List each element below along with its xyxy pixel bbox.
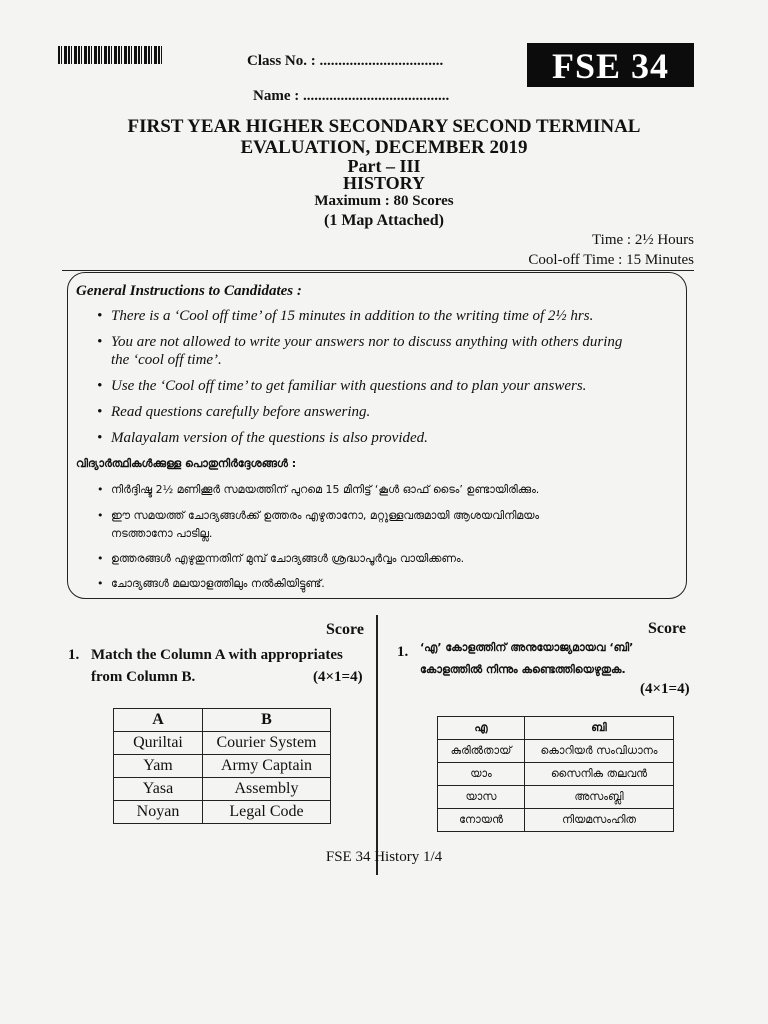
ml-instruction-item: നിർദ്ദിഷ്ട 2½ മണിക്കൂർ സമയത്തിന് പുറമെ 15 മിനിട്ട് ‘കൂൾ ഓഫ് ടൈം’ ഉണ്ടായിരിക്കും. [111,483,540,496]
table-row [114,755,331,778]
bullet-mark: • [97,430,103,446]
question-number-ml: 1. [397,644,409,660]
bullet-mark: • [97,483,104,496]
table-header-row [114,709,331,732]
time-label: Time : 2½ Hours [592,232,694,248]
table-row [438,740,674,763]
question-text-ml-line1: ‘എ’ കോളത്തിന് അനുയോജ്യമായവ ‘ബി’ [420,641,634,654]
bullet-mark: • [97,378,103,394]
map-note: (1 Map Attached) [324,212,444,229]
question-text-en-line1: Match the Column A with appropriates [91,647,343,663]
bullet-mark: • [97,509,104,522]
table-cell: കൊറിയർ സംവിധാനം [525,740,674,763]
ml-instructions-heading: വിദ്യാർത്ഥികൾക്കുള്ള പൊതുനിർദ്ദേശങ്ങൾ : [76,457,297,470]
header-rule [62,270,694,271]
ml-instruction-item: നടത്താനോ പാടില്ല. [111,527,213,540]
table-row [114,778,331,801]
table-cell: Noyan [114,801,203,824]
table-cell: കുരിൽതായ് [438,740,525,763]
bullet-mark: • [97,404,103,420]
table-cell: Yasa [114,778,203,801]
table-header-row [438,717,674,740]
class-no-field: Class No. : ................................. [247,53,444,69]
name-field: Name : ....................................... [253,88,450,104]
instruction-item: Malayalam version of the questions is also provided. [111,430,428,446]
table-cell: Courier System [203,732,331,755]
table-row [438,763,674,786]
ml-instruction-item: ചോദ്യങ്ങൾ മലയാളത്തിലും നൽകിയിട്ടുണ്ട്. [111,577,325,590]
match-table-en [113,708,331,824]
bullet-mark: • [97,577,104,590]
instruction-item: You are not allowed to write your answers nor to discuss anything with others during [111,334,623,350]
bullet-mark: • [97,552,104,565]
question-marks-en: (4×1=4) [313,669,363,685]
part-label: Part – III [347,156,421,176]
table-cell: നിയമസംഹിത [525,809,674,832]
table-cell: നോയൻ [438,809,525,832]
column-divider [376,615,378,875]
instructions-heading: General Instructions to Candidates : [76,283,302,299]
instruction-item: Read questions carefully before answering. [111,404,371,420]
match-table-ml [437,716,674,832]
ml-instruction-item: ഈ സമയത്ത് ചോദ്യങ്ങൾക്ക് ഉത്തരം എഴുതാനോ, മറ്റുള്ളവരുമായി ആശയവിനിമയം [111,509,540,522]
table-cell: Army Captain [203,755,331,778]
exam-title-line1: FIRST YEAR HIGHER SECONDARY SECOND TERMINAL [127,116,641,137]
score-heading-ml: Score [648,620,686,637]
table-cell: അസംബ്ലി [525,786,674,809]
instruction-item: There is a ‘Cool off time’ of 15 minutes in addition to the writing time of 2½ hrs. [111,308,594,324]
table-cell: Yam [114,755,203,778]
table-row [438,809,674,832]
question-marks-ml: (4×1=4) [640,681,690,697]
question-text-ml-line2: കോളത്തിൽ നിന്നും കണ്ടെത്തിയെഴുതുക. [420,663,626,676]
cool-off-label: Cool-off Time : 15 Minutes [528,252,694,268]
ml-instruction-item: ഉത്തരങ്ങൾ എഴുതുന്നതിന് മുമ്പ് ചോദ്യങ്ങൾ ശ്രദ്ധാപൂർവ്വം വായിക്കണം. [111,552,465,565]
bullet-mark: • [97,334,103,350]
table-cell: സൈനിക തലവൻ [525,763,674,786]
table-cell: യാം [438,763,525,786]
table-cell: Assembly [203,778,331,801]
subject-title: HISTORY [342,173,426,193]
max-score: Maximum : 80 Scores [314,193,454,209]
page-footer: FSE 34 History 1/4 [325,849,443,865]
table-row [438,786,674,809]
score-heading-en: Score [326,621,364,638]
table-header-cell: A [114,709,203,732]
table-header-cell: B [203,709,331,732]
table-header-cell: ബി [525,717,674,740]
table-header-cell: എ [438,717,525,740]
table-row [114,732,331,755]
bullet-mark: • [97,308,103,324]
barcode [58,46,162,64]
paper-code-badge: FSE 34 [527,43,694,87]
instruction-item: Use the ‘Cool off time’ to get familiar with questions and to plan your answers. [111,378,587,394]
table-cell: യാസ [438,786,525,809]
table-row [114,801,331,824]
instruction-item: the ‘cool off time’. [111,352,222,368]
table-cell: Legal Code [203,801,331,824]
exam-title-line2: EVALUATION, DECEMBER 2019 [240,137,528,158]
table-cell: Quriltai [114,732,203,755]
question-number-en: 1. [68,647,80,663]
question-text-en-line2: from Column B. [91,669,196,685]
